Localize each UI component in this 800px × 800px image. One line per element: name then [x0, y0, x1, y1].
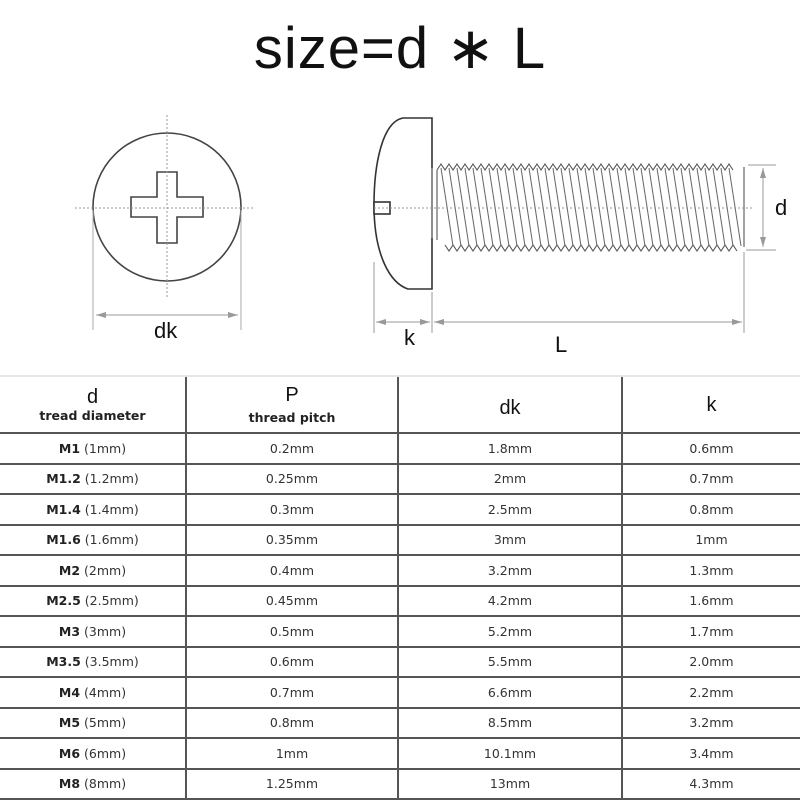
- header-k: [622, 376, 800, 433]
- cell-dk: 1.8mm: [398, 433, 622, 464]
- cell-k: 1mm: [622, 525, 800, 556]
- dk-label: dk: [154, 318, 178, 343]
- table-row: [0, 769, 800, 800]
- header-d: [0, 376, 186, 433]
- table-row: [0, 616, 800, 647]
- table-row: [0, 525, 800, 556]
- cell-size: [0, 616, 186, 647]
- table-row: [0, 464, 800, 495]
- cell-pitch: 0.8mm: [186, 708, 398, 739]
- cell-size: [0, 464, 186, 495]
- cell-pitch: 0.2mm: [186, 433, 398, 464]
- header-dk-main: dk: [499, 396, 521, 419]
- size-code: M5: [58, 715, 81, 731]
- cell-k: 0.6mm: [622, 433, 800, 464]
- cell-pitch: 0.45mm: [186, 586, 398, 617]
- thread-hatching: [441, 168, 741, 246]
- size-diameter: (5mm): [84, 715, 127, 731]
- cell-dk: 13mm: [398, 769, 622, 800]
- d-label: d: [775, 195, 788, 220]
- size-diameter: (1.2mm): [84, 471, 139, 487]
- size-code: M1.6: [46, 532, 81, 548]
- cell-size: [0, 525, 186, 556]
- size-code: M4: [58, 684, 81, 700]
- page-title: size=d ∗ L: [253, 16, 547, 81]
- header-p-sub: thread pitch: [248, 409, 336, 425]
- cell-dk: 2mm: [398, 464, 622, 495]
- L-label: L: [555, 332, 568, 357]
- screw-drawing-icon: [0, 100, 800, 370]
- head-top-view: [75, 115, 255, 330]
- cell-dk: 8.5mm: [398, 708, 622, 739]
- cell-pitch: 0.4mm: [186, 555, 398, 586]
- size-code: M3.5: [46, 654, 81, 670]
- cell-k: 3.2mm: [622, 708, 800, 739]
- table-row: [0, 433, 800, 464]
- cell-dk: 5.5mm: [398, 647, 622, 678]
- size-diameter: (1mm): [84, 440, 127, 456]
- header-d-sub: tread diameter: [39, 407, 146, 423]
- dimension-lines: [374, 165, 776, 333]
- cell-size: [0, 586, 186, 617]
- table-row: [0, 708, 800, 739]
- table-row: [0, 647, 800, 678]
- table-row: [0, 586, 800, 617]
- cell-size: [0, 555, 186, 586]
- size-code: M2: [58, 562, 81, 578]
- size-diameter: (8mm): [84, 776, 127, 792]
- table-header-row: [0, 376, 800, 433]
- cell-size: [0, 494, 186, 525]
- table-row: [0, 677, 800, 708]
- size-code: M1.4: [46, 501, 81, 517]
- cell-pitch: 0.7mm: [186, 677, 398, 708]
- size-diameter: (6mm): [84, 745, 127, 761]
- cell-pitch: 0.5mm: [186, 616, 398, 647]
- cell-k: 0.8mm: [622, 494, 800, 525]
- header-d-main: d: [86, 385, 99, 408]
- cell-pitch: 0.35mm: [186, 525, 398, 556]
- cell-size: [0, 677, 186, 708]
- header-p-main: P: [285, 383, 299, 406]
- cell-dk: 3mm: [398, 525, 622, 556]
- cell-k: 1.7mm: [622, 616, 800, 647]
- size-diameter: (2mm): [84, 562, 127, 578]
- size-code: M3: [58, 623, 81, 639]
- cell-pitch: 1.25mm: [186, 769, 398, 800]
- cell-dk: 2.5mm: [398, 494, 622, 525]
- cell-pitch: 0.25mm: [186, 464, 398, 495]
- cell-k: 3.4mm: [622, 738, 800, 769]
- size-diameter: (4mm): [84, 684, 127, 700]
- size-code: M1.2: [46, 471, 81, 487]
- cell-k: 0.7mm: [622, 464, 800, 495]
- size-code: M1: [58, 440, 81, 456]
- cell-size: [0, 647, 186, 678]
- size-code: M6: [58, 745, 81, 761]
- cell-dk: 4.2mm: [398, 586, 622, 617]
- table-row: [0, 494, 800, 525]
- size-diameter: (2.5mm): [84, 593, 139, 609]
- size-code: M8: [58, 776, 81, 792]
- cell-dk: 6.6mm: [398, 677, 622, 708]
- k-label: k: [404, 325, 415, 350]
- cell-size: [0, 769, 186, 800]
- cell-size: [0, 738, 186, 769]
- cell-pitch: 1mm: [186, 738, 398, 769]
- size-diameter: (3.5mm): [84, 654, 139, 670]
- screw-diagram: [0, 100, 800, 370]
- header-dk: [398, 376, 622, 433]
- screw-size-table-wrap: [0, 375, 800, 800]
- cell-k: 4.3mm: [622, 769, 800, 800]
- cell-k: 1.6mm: [622, 586, 800, 617]
- cell-pitch: 0.3mm: [186, 494, 398, 525]
- header-p: [186, 376, 398, 433]
- table-row: [0, 555, 800, 586]
- cell-dk: 10.1mm: [398, 738, 622, 769]
- cell-dk: 5.2mm: [398, 616, 622, 647]
- screw-size-table: [0, 375, 800, 800]
- cell-dk: 3.2mm: [398, 555, 622, 586]
- size-diameter: (3mm): [84, 623, 127, 639]
- screw-side-view: [374, 118, 432, 289]
- size-diameter: (1.4mm): [84, 501, 139, 517]
- table-row: [0, 738, 800, 769]
- cell-k: 1.3mm: [622, 555, 800, 586]
- size-diameter: (1.6mm): [84, 532, 139, 548]
- header-k-main: k: [706, 393, 717, 416]
- cell-size: [0, 433, 186, 464]
- cell-size: [0, 708, 186, 739]
- cell-k: 2.0mm: [622, 647, 800, 678]
- size-code: M2.5: [46, 593, 81, 609]
- cell-pitch: 0.6mm: [186, 647, 398, 678]
- cell-k: 2.2mm: [622, 677, 800, 708]
